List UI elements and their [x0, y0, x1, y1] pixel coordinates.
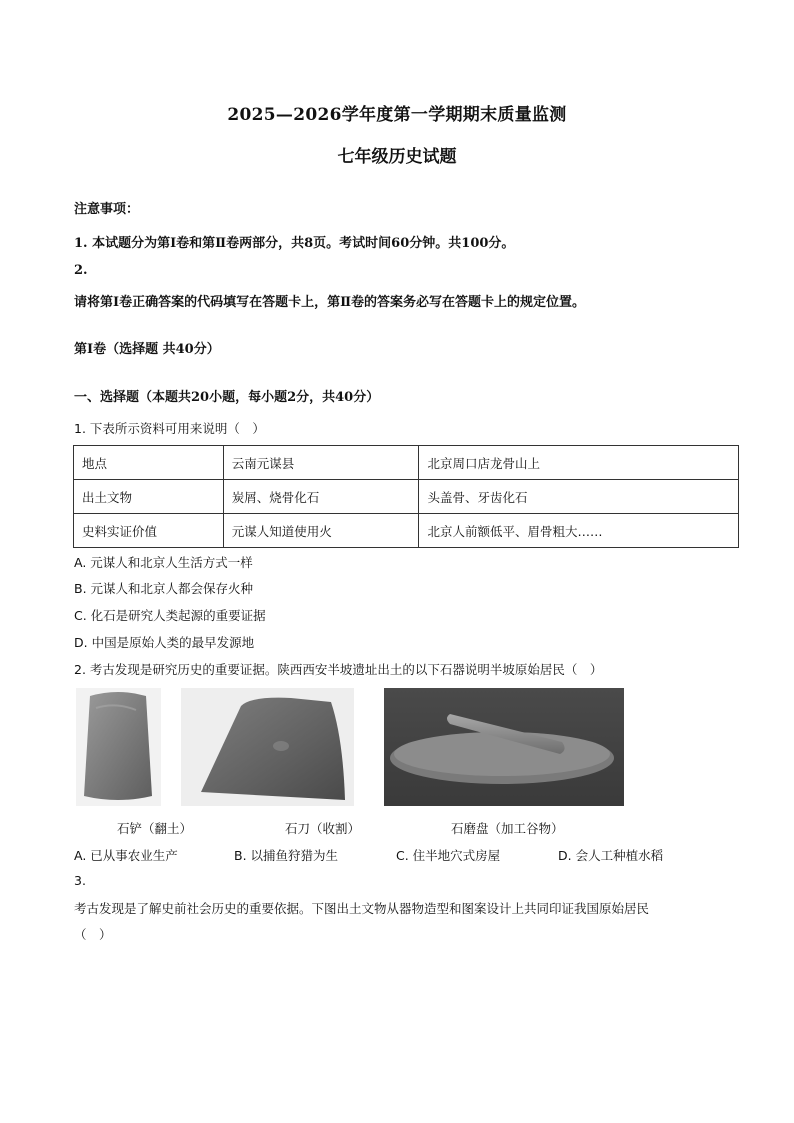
stone-knife-photo [181, 688, 354, 806]
stone-millstone-photo [384, 688, 624, 806]
exam-subtitle: 七年级历史试题 [337, 147, 457, 167]
notice-item-2-number: 2. [74, 263, 88, 278]
table-row [74, 514, 739, 548]
q3-answer-blank: （ ） [74, 927, 112, 942]
notice-item-2-text: 请将第Ⅰ卷正确答案的代码填写在答题卡上，第Ⅱ卷的答案务必写在答题卡上的规定位置。 [74, 295, 586, 310]
q1-stem: 1. 下表所示资料可用来说明（ ） [74, 421, 265, 436]
table-row [74, 480, 739, 514]
q3-stem: 考古发现是了解史前社会历史的重要依据。下图出土文物从器物造型和图案设计上共同印证我国原始居民 [74, 901, 650, 916]
q1-option-c: C. 化石是研究人类起源的重要证据 [74, 608, 266, 623]
caption-stone-shovel: 石铲（翻土） [117, 821, 193, 836]
caption-stone-millstone: 石磨盘（加工谷物） [451, 821, 564, 836]
stone-shovel-photo [76, 688, 161, 806]
notice-item-1: 1. 本试题分为第Ⅰ卷和第Ⅱ卷两部分，共8页。考试时间60分钟。共100分。 [74, 236, 515, 251]
table-cell: 地点 [74, 446, 224, 480]
table-cell: 炭屑、烧骨化石 [223, 480, 419, 514]
q2-option-b: B. 以捕鱼狩猎为生 [234, 848, 339, 863]
q2-option-c: C. 住半地穴式房屋 [396, 848, 501, 863]
caption-stone-knife: 石刀（收割） [285, 821, 361, 836]
table-row [74, 446, 739, 480]
q1-option-b: B. 元谋人和北京人都会保存火种 [74, 581, 254, 596]
notice-heading: 注意事项： [74, 202, 140, 217]
table-cell: 头盖骨、牙齿化石 [419, 480, 739, 514]
table-cell: 云南元谋县 [223, 446, 419, 480]
table-cell: 北京人前额低平、眉骨粗大…… [419, 514, 739, 548]
table-cell: 史料实证价值 [74, 514, 224, 548]
table-cell: 北京周口店龙骨山上 [419, 446, 739, 480]
q2-option-d: D. 会人工种植水稻 [558, 848, 664, 863]
section-title: 一、选择题（本题共20小题，每小题2分，共40分） [74, 390, 380, 405]
q2-option-a: A. 已从事农业生产 [74, 848, 178, 863]
table-cell: 元谋人知道使用火 [223, 514, 419, 548]
q1-table [73, 445, 739, 548]
q2-stem: 2. 考古发现是研究历史的重要证据。陕西西安半坡遗址出土的以下石器说明半坡原始居民（ ） [74, 662, 603, 677]
q1-option-a: A. 元谋人和北京人生活方式一样 [74, 555, 253, 570]
part1-title: 第Ⅰ卷（选择题 共40分） [74, 342, 220, 357]
q3-number: 3. [74, 873, 86, 888]
table-cell: 出土文物 [74, 480, 224, 514]
exam-title: 2025—2026学年度第一学期期末质量监测 [227, 105, 567, 125]
q1-option-d: D. 中国是原始人类的最早发源地 [74, 635, 255, 650]
